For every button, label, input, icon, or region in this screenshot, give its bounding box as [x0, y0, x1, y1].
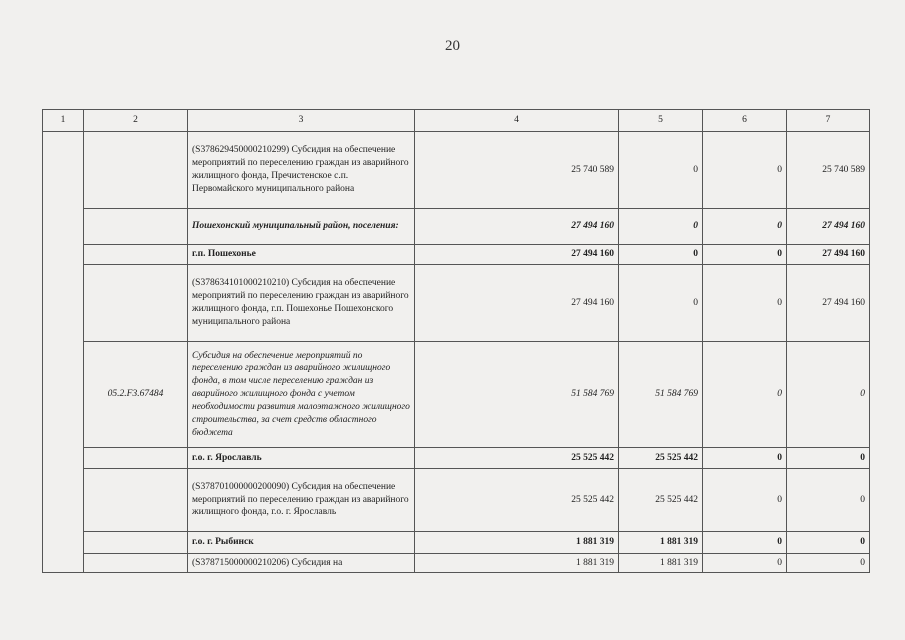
row-value-col4: 51 584 769 — [415, 342, 619, 448]
row-value-col5: 0 — [619, 245, 703, 265]
row-value-col5: 0 — [619, 265, 703, 342]
row-name: г.п. Пошехонье — [188, 245, 415, 265]
row-value-col6: 0 — [703, 132, 787, 209]
table-row — [43, 245, 870, 265]
row-name: г.о. г. Рыбинск — [188, 532, 415, 554]
row-name: Субсидия на обеспечение мероприятий по переселению граждан из аварийного жилищного фонда, в том числе переселению граждан из аварийного жилищного фонда с учетом необходимости развития малоэтажного жилищного строительства, за счет средств областного бюджета — [188, 342, 415, 448]
row-value-col4: 25 525 442 — [415, 448, 619, 469]
row-value-col4: 1 881 319 — [415, 554, 619, 573]
row-value-col7: 27 494 160 — [787, 245, 870, 265]
row-value-col6: 0 — [703, 469, 787, 532]
table-row — [43, 209, 870, 245]
row-code — [84, 209, 188, 245]
row-value-col6: 0 — [703, 209, 787, 245]
row-value-col4: 25 740 589 — [415, 132, 619, 209]
row-value-col7: 27 494 160 — [787, 209, 870, 245]
table-row — [43, 265, 870, 342]
row-value-col6: 0 — [703, 532, 787, 554]
table-row — [43, 132, 870, 209]
header-col-5: 5 — [619, 110, 703, 132]
table-header-row — [43, 110, 870, 132]
row-value-col4: 27 494 160 — [415, 209, 619, 245]
row-value-col5: 0 — [619, 132, 703, 209]
row-name: (S378634101000210210) Субсидия на обеспечение мероприятий по переселению граждан из аварийного жилищного фонда, г.п. Пошехонье Пошехонского муниципального района — [188, 265, 415, 342]
table-row — [43, 532, 870, 554]
row-value-col6: 0 — [703, 265, 787, 342]
col1-merged-cell — [43, 132, 84, 573]
row-value-col5: 1 881 319 — [619, 532, 703, 554]
row-value-col7: 0 — [787, 532, 870, 554]
header-col-4: 4 — [415, 110, 619, 132]
header-col-1: 1 — [43, 110, 84, 132]
row-code — [84, 532, 188, 554]
row-value-col6: 0 — [703, 448, 787, 469]
table-row — [43, 342, 870, 448]
budget-table — [42, 109, 870, 573]
header-col-7: 7 — [787, 110, 870, 132]
row-code — [84, 448, 188, 469]
row-value-col7: 0 — [787, 342, 870, 448]
row-name: Пошехонский муниципальный район, поселения: — [188, 209, 415, 245]
row-value-col5: 25 525 442 — [619, 448, 703, 469]
row-value-col4: 27 494 160 — [415, 245, 619, 265]
row-code — [84, 245, 188, 265]
table-row — [43, 469, 870, 532]
header-col-3: 3 — [188, 110, 415, 132]
row-value-col5: 0 — [619, 209, 703, 245]
row-value-col7: 0 — [787, 554, 870, 573]
row-code — [84, 554, 188, 573]
row-value-col7: 27 494 160 — [787, 265, 870, 342]
row-value-col7: 0 — [787, 448, 870, 469]
table-row — [43, 448, 870, 469]
row-name: (S378701000000200090) Субсидия на обеспечение мероприятий по переселению граждан из аварийного жилищного фонда, г.о. г. Ярославль — [188, 469, 415, 532]
row-name: г.о. г. Ярославль — [188, 448, 415, 469]
row-name: (S378629450000210299) Субсидия на обеспечение мероприятий по переселению граждан из аварийного жилищного фонда, Пречистенское с.п. Первомайского муниципального района — [188, 132, 415, 209]
row-value-col7: 25 740 589 — [787, 132, 870, 209]
row-value-col4: 1 881 319 — [415, 532, 619, 554]
row-code — [84, 469, 188, 532]
row-value-col7: 0 — [787, 469, 870, 532]
row-value-col4: 25 525 442 — [415, 469, 619, 532]
row-value-col6: 0 — [703, 554, 787, 573]
row-value-col5: 51 584 769 — [619, 342, 703, 448]
row-value-col6: 0 — [703, 342, 787, 448]
page-number: 20 — [445, 38, 460, 54]
row-value-col6: 0 — [703, 245, 787, 265]
row-code — [84, 265, 188, 342]
table-row — [43, 554, 870, 573]
header-col-6: 6 — [703, 110, 787, 132]
row-name: (S378715000000210206) Субсидия на — [188, 554, 415, 573]
row-value-col4: 27 494 160 — [415, 265, 619, 342]
row-code: 05.2.F3.67484 — [84, 342, 188, 448]
header-col-2: 2 — [84, 110, 188, 132]
row-value-col5: 25 525 442 — [619, 469, 703, 532]
row-value-col5: 1 881 319 — [619, 554, 703, 573]
row-code — [84, 132, 188, 209]
